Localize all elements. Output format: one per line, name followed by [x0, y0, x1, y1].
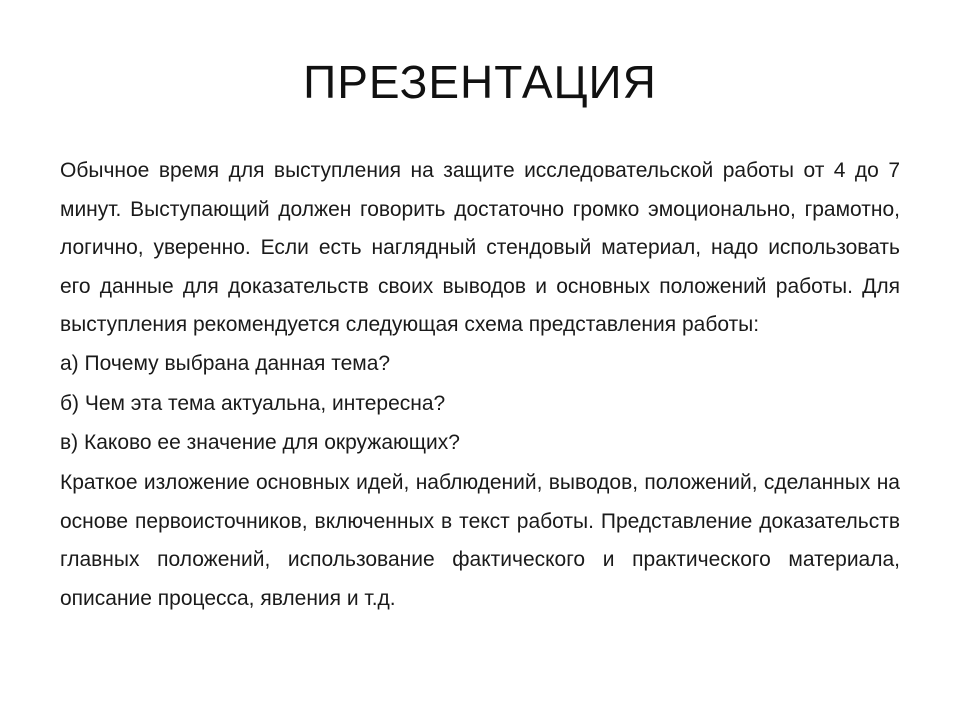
list-item-a: а) Почему выбрана данная тема? [60, 351, 391, 375]
list-item-b: б) Чем эта тема актуальна, интересна? [60, 392, 446, 415]
summary-paragraph: Краткое изложение основных идей, наблюдений, выводов, положений, сделанных на основе первоисточников, включенных в текст работы. Представление доказательств главных положений, использование фактического и практического материала, описание процесса, явления и т.д. [60, 471, 900, 610]
slide-body [60, 152, 900, 618]
slide-title: ПРЕЗЕНТАЦИЯ [303, 56, 657, 108]
list-item-c: в) Каково ее значение для окружающих? [60, 430, 460, 454]
intro-paragraph: Обычное время для выступления на защите исследовательской работы от 4 до 7 минут. Выступающий должен говорить достаточно громко эмоционально, грамотно, логично, уверенно. Если есть наглядный стендовый материал, надо использовать его данные для доказательств своих выводов и основных положений работы. Для выступления рекомендуется следующая схема представления работы: [60, 159, 900, 336]
